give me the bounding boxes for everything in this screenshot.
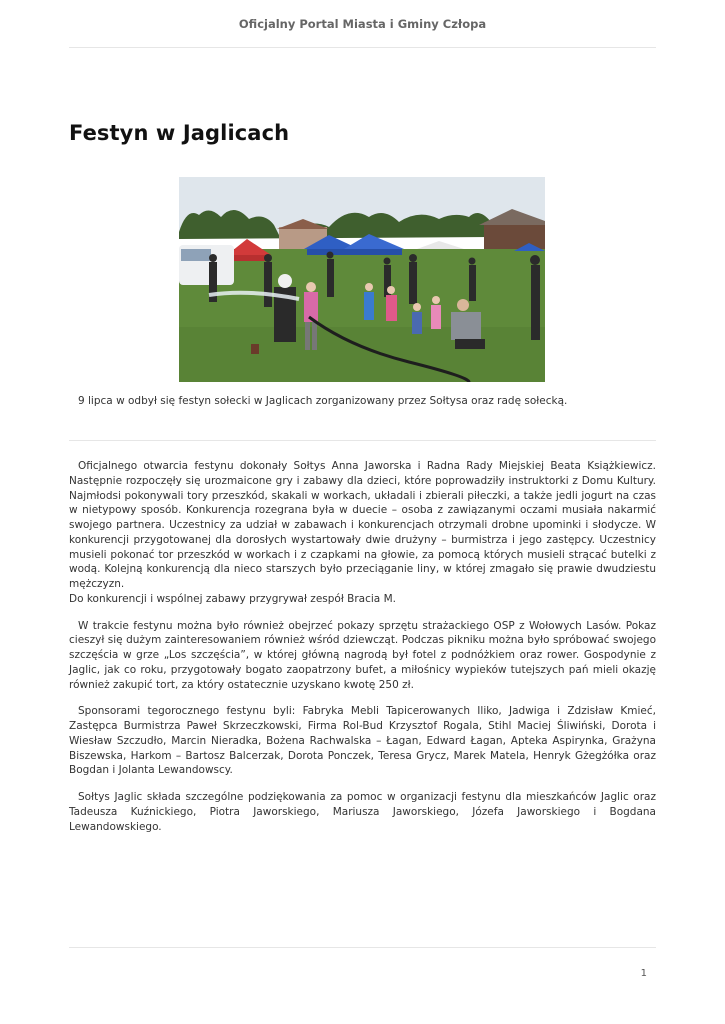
article-lead: 9 lipca w odbył się festyn sołecki w Jaglicach zorganizowany przez Sołtysa oraz radę sołecką. bbox=[78, 395, 568, 407]
article-paragraph: Sołtys Jaglic składa szczególne podziękowania za pomoc w organizacji festynu dla mieszkańców Jaglic oraz Tadeusza Kuźnickiego, Piotra Jaworskiego, Mariusza Jaworskiego, Józefa Jaworskiego i Bogdana Lewandowskiego. bbox=[69, 791, 656, 833]
content-divider bbox=[69, 440, 656, 441]
paragraph-text: Oficjalnego otwarcia festynu dokonały Sołtys Anna Jaworska i Radna Rady Miejskiej Beata Książkiewicz. Następnie rozpoczęły się urozmaicone gry i zabawy dla dzieci, które poprowadziły instruktorki z Domu Kultury. Najmłodsi pokonywali tory przeszkód, skakali w workach, układali i zbierali piłeczki, a także jedli jogurt na czas w nietypowy sposób. Konkurencja rozegrana była w duecie – osoba z zawiązanymi oczami musiała nakarmić swojego partnera. Uczestnicy za udział w zabawach i konkurencjach otrzymali drobne upominki i słodycze. W konkurencji przygotowanej dla dorosłych wystartowały dwie drużyny – burmistrza i jego zastępcy. Uczestnicy musieli pokonać tor przeszkód w workach i z czapkami na głowie, za pomocą których musieli strącać butelki z wodą. Kolejną konkurencją dla nieco starszych było przeciąganie liny, w której zmagało się prawie dwudziestu mężczyzn. bbox=[69, 460, 656, 590]
article-paragraph: Sponsorami tegorocznego festynu byli: Fabryka Mebli Tapicerowanych Iliko, Jadwiga i Zdzisław Kmieć, Zastępca Burmistrza Paweł Skrzeczkowski, Firma Rol-Bud Krzysztof Rogala, Stihl Maciej Śliwiński, Dorota i Wiesław Szczudło, Marcin Nieradka, Bożena Rachwalska – Łagan, Edward Łagan, Apteka Aspirynka, Grażyna Biszewska, Harkom – Bartosz Balcerzak, Dorota Ponczek, Teresa Grycz, Marek Matela, Henryk Gżegżółka oraz Bogdan i Jolanta Lewandowscy. bbox=[69, 705, 656, 777]
article-paragraph bbox=[69, 459, 656, 607]
header-divider bbox=[69, 47, 656, 48]
article-body bbox=[69, 459, 656, 846]
festival-photo bbox=[179, 177, 545, 382]
paragraph-text-tail: Do konkurencji i wspólnej zabawy przygrywał zespół Bracia M. bbox=[69, 592, 396, 605]
page-title: Festyn w Jaglicach bbox=[69, 121, 290, 145]
photo-stump bbox=[251, 344, 259, 354]
site-header-title: Oficjalny Portal Miasta i Gminy Człopa bbox=[238, 17, 487, 31]
page-number: 1 bbox=[640, 968, 647, 979]
article-paragraph: W trakcie festynu można było również obejrzeć pokazy sprzętu strażackiego OSP z Wołowych Lasów. Pokaz cieszył się dużym zainteresowaniem również wśród dziewcząt. Podczas pikniku można było spróbować swojego szczęścia w grze „Los szczęścia”, w której główną nagrodą był fotel z podnóżkiem oraz rower. Gospodynie z Jaglic, jak co roku, przygotowały bogato zaopatrzony bufet, a miłośnicy wypieków tutejszych pań mieli okazję również zakupić tort, za który ostatecznie uzyskano kwotę 250 zł. bbox=[69, 619, 656, 691]
footer-divider bbox=[69, 947, 656, 948]
